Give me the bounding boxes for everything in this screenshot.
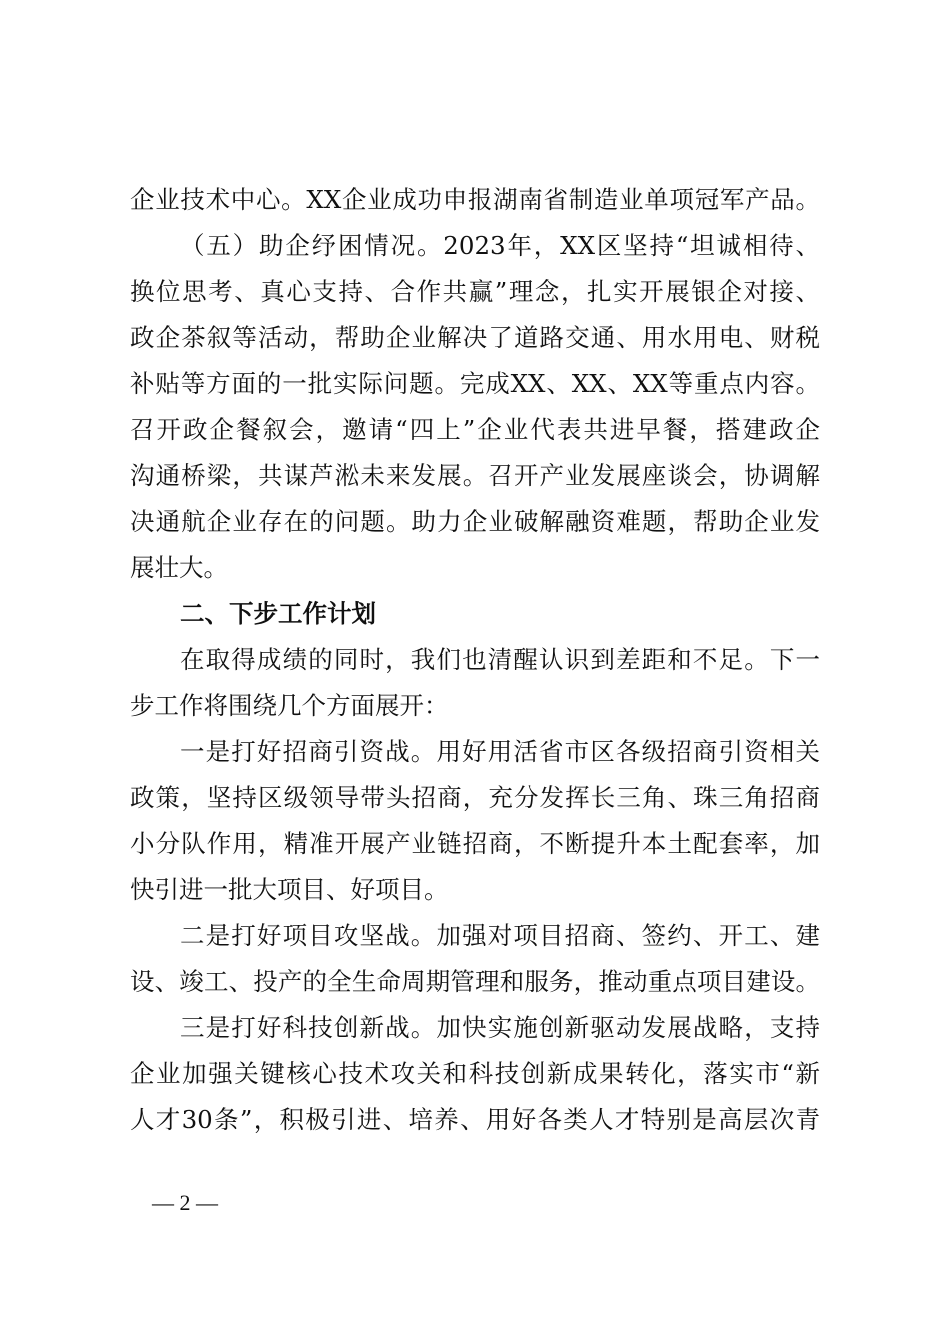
body-line: 人才30条”，积极引进、培养、用好各类人才特别是高层次青 [130, 1105, 820, 1134]
body-line: 在取得成绩的同时，我们也清醒认识到差距和不足。下一 [180, 645, 820, 674]
page-number: — 2 — [152, 1190, 218, 1215]
body-line: 步工作将围绕几个方面展开： [130, 691, 449, 720]
body-line: 小分队作用，精准开展产业链招商，不断提升本土配套率，加 [130, 829, 820, 858]
body-line: 三是打好科技创新战。加快实施创新驱动发展战略，支持 [180, 1013, 820, 1042]
body-line: 企业加强关键核心技术攻关和科技创新成果转化，落实市“新 [130, 1059, 820, 1088]
body-line: 决通航企业存在的问题。助力企业破解融资难题，帮助企业发 [130, 507, 820, 536]
body-line: 补贴等方面的一批实际问题。完成XX、XX、XX等重点内容。 [130, 369, 820, 398]
body-line: 快引进一批大项目、好项目。 [130, 875, 449, 904]
body-line: 政企茶叙等活动，帮助企业解决了道路交通、用水用电、财税 [130, 323, 820, 352]
body-line: 企业技术中心。XX企业成功申报湖南省制造业单项冠军产品。 [130, 185, 820, 214]
body-line: 二是打好项目攻坚战。加强对项目招商、签约、开工、建 [180, 921, 820, 950]
section-heading: 二、下步工作计划 [180, 599, 376, 628]
body-line: 设、竣工、投产的全生命周期管理和服务，推动重点项目建设。 [130, 967, 820, 996]
body-line: 沟通桥梁，共谋芦淞未来发展。召开产业发展座谈会，协调解 [130, 461, 820, 490]
body-line: 展壮大。 [130, 553, 228, 582]
body-line: 政策，坚持区级领导带头招商，充分发挥长三角、珠三角招商 [130, 783, 820, 812]
body-line: 召开政企餐叙会，邀请“四上”企业代表共进早餐，搭建政企 [130, 415, 820, 444]
body-line: 换位思考、真心支持、合作共赢”理念，扎实开展银企对接、 [130, 277, 820, 306]
section-5-heading-line: （五）助企纾困情况。2023年，XX区坚持“坦诚相待、 [180, 231, 820, 260]
body-line: 一是打好招商引资战。用好用活省市区各级招商引资相关 [180, 737, 820, 766]
